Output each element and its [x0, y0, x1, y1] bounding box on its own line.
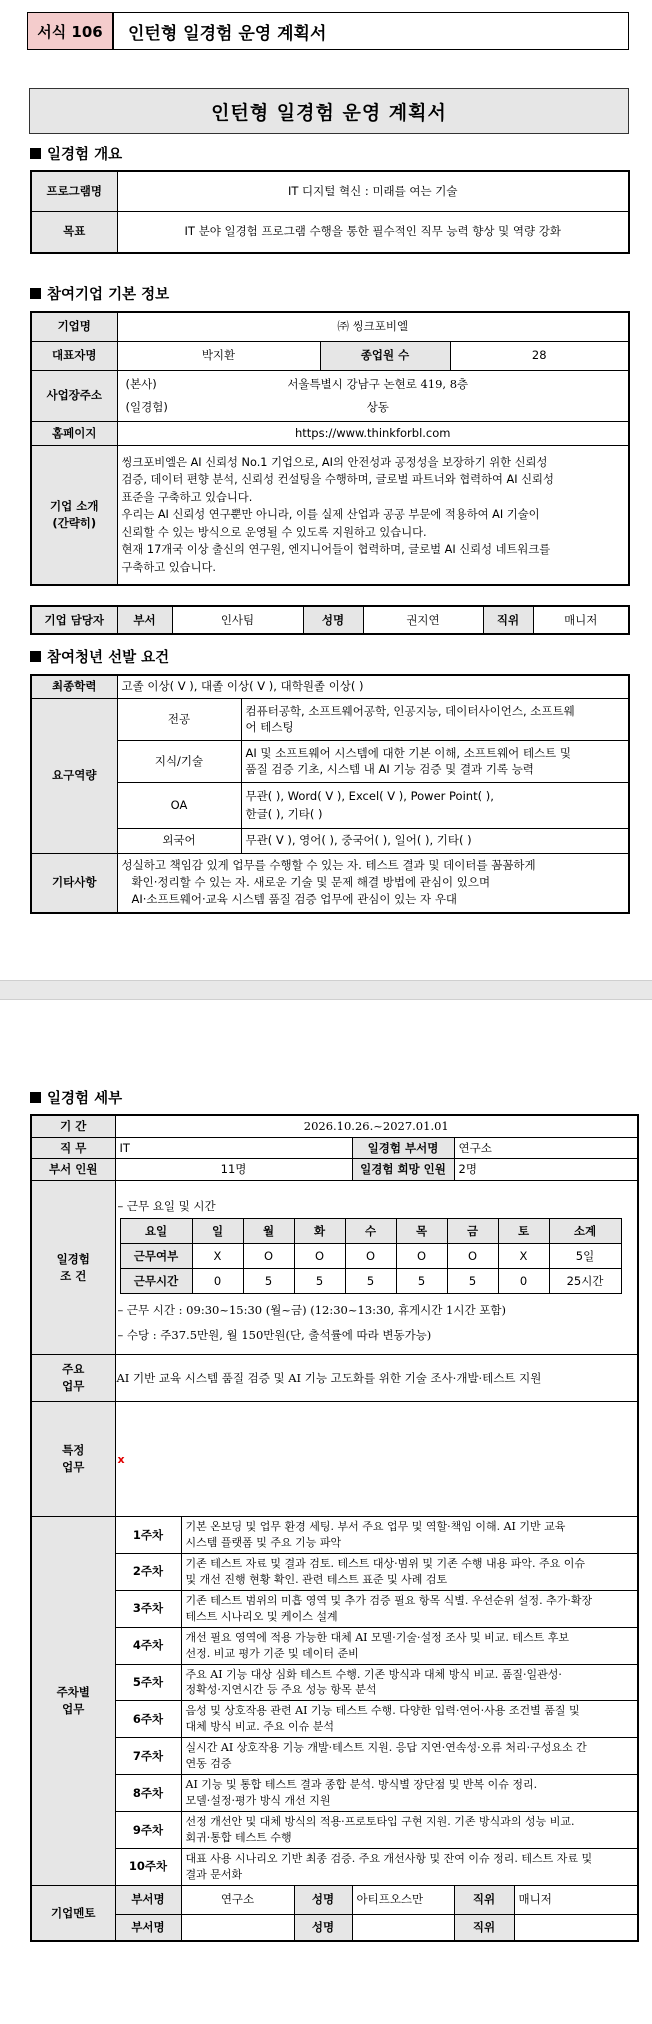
- condition-cell: [115, 1181, 638, 1355]
- etc-label: 기타사항: [31, 853, 117, 913]
- mentor-position-label: 직위: [454, 1914, 514, 1941]
- job-value: IT: [115, 1137, 352, 1159]
- staff-value: 11명: [115, 1159, 352, 1181]
- week-task-line: 테스트 시나리오 및 케이스 설계: [185, 1609, 338, 1623]
- mentor-dept-value: [181, 1914, 294, 1941]
- hours-note: – 근무 시간 : 09:30~15:30 (월~금) (12:30~13:30, 휴게시간 1시간 포함): [117, 1303, 506, 1318]
- week-label: 5주차: [115, 1664, 181, 1701]
- period-value: 2026.10.26.~2027.01.01: [115, 1115, 638, 1137]
- week-label: 7주차: [115, 1738, 181, 1775]
- mentor-dept-label: 부서명: [115, 1885, 181, 1914]
- week-task-line: 주요 AI 기능 대상 심화 테스트 수행. 기존 방식과 대체 방식 비교. 품질·일관성·: [185, 1667, 562, 1681]
- employees-label: 종업원 수: [320, 341, 450, 370]
- schedule-header: 화: [294, 1219, 345, 1244]
- week-task-line: 시스템 플랫폼 및 주요 기능 파악: [185, 1535, 342, 1549]
- oa-line: 무관( ), Word( V ), Excel( V ), Power Point( ),: [245, 788, 494, 803]
- schedule-row-label: 근무여부: [120, 1244, 192, 1269]
- intro-line: 검증, 데이터 편향 분석, 신뢰성 컨설팅을 수행하며, 글로벌 파트너와 협력하여 AI 신뢰성: [121, 473, 554, 486]
- manager-position-label: 직위: [483, 606, 533, 634]
- schedule-cell: 5: [243, 1269, 294, 1294]
- schedule-row-label: 근무시간: [120, 1269, 192, 1294]
- schedule-cell: O: [345, 1244, 396, 1269]
- section-overview-heading: [30, 143, 122, 164]
- goal-value: IT 분야 일경험 프로그램 수행을 통한 필수적인 직무 능력 향상 및 역량 강화: [117, 211, 629, 253]
- mentor-position-label: 직위: [454, 1885, 514, 1914]
- manager-table: [30, 605, 630, 635]
- mentor-dept-label: 부서명: [115, 1914, 181, 1941]
- language-value: 무관( V ), 영어( ), 중국어( ), 일어( ), 기타( ): [241, 828, 629, 853]
- week-task: [181, 1701, 638, 1738]
- week-task-line: 정확성·지연시간 등 주요 성능 항목 분석: [185, 1683, 377, 1697]
- schedule-cell: O: [294, 1244, 345, 1269]
- week-label: 8주차: [115, 1775, 181, 1812]
- hope-label: 일경험 희망 인원: [352, 1159, 454, 1181]
- ceo-label: 대표자명: [31, 341, 117, 370]
- intro-label-cell: [31, 445, 117, 585]
- mentor-position-value: 매니저: [514, 1885, 638, 1914]
- form-header: [27, 12, 629, 50]
- week-label: 1주차: [115, 1517, 181, 1554]
- mentor-name-label: 성명: [294, 1914, 352, 1941]
- major-line: 컴퓨터공학, 소프트웨어공학, 인공지능, 데이터사이언스, 소프트웨: [245, 703, 575, 718]
- week-task: [181, 1627, 638, 1664]
- ceo-value: 박지환: [117, 341, 320, 370]
- oa-label: OA: [117, 782, 241, 828]
- capability-label: 요구역량: [31, 698, 117, 853]
- section-requirements-heading: [30, 646, 169, 667]
- form-name: 인턴형 일경험 운영 계획서: [128, 23, 327, 44]
- week-task-line: 음성 및 상호작용 관련 AI 기능 테스트 수행. 다양한 입력·연어·사용 조건별 품질 및: [185, 1704, 580, 1718]
- staff-label: 부서 인원: [31, 1159, 115, 1181]
- week-label: 3주차: [115, 1590, 181, 1627]
- week-label: 4주차: [115, 1627, 181, 1664]
- week-task-line: 실시간 AI 상호작용 기능 개발·테스트 지원. 응답 지연·연속성·오류 처리·구성요소 간: [185, 1741, 587, 1755]
- manager-name-value: 권지연: [363, 606, 483, 634]
- schedule-header: 요일: [120, 1219, 192, 1244]
- homepage-link[interactable]: https://www.thinkforbl.com: [117, 421, 629, 445]
- intro-line: 구축하고 있습니다.: [121, 560, 216, 574]
- section-title: 일경험 개요: [47, 147, 123, 163]
- overview-table: [30, 170, 630, 254]
- special-task-value: [115, 1402, 638, 1517]
- document-title: 인턴형 일경험 운영 계획서: [29, 88, 629, 134]
- intro-line: 현재 17개국 이상 출신의 연구원, 엔지니어들이 협력하며, 글로벌 AI 신뢰성 네트워크를: [121, 543, 551, 556]
- intro-line: 표준을 구축하고 있습니다.: [121, 490, 253, 504]
- form-page-2: [0, 1000, 652, 2024]
- week-label: 6주차: [115, 1701, 181, 1738]
- week-task-line: 대체 방식 비교. 주요 이슈 분석: [185, 1720, 334, 1734]
- page-separator: [0, 980, 652, 1000]
- week-task-line: 기존 테스트 범위의 미흡 영역 및 추가 검증 필요 항목 식별. 우선순위 설정. 추가·확장: [185, 1593, 593, 1607]
- section-company-heading: [30, 283, 169, 304]
- period-label: 기 간: [31, 1115, 115, 1137]
- goal-label: 목표: [31, 211, 117, 253]
- schedule-cell: 0: [192, 1269, 243, 1294]
- week-label: 10주차: [115, 1848, 181, 1885]
- main-task-value: AI 기반 교육 시스템 품질 검증 및 AI 기능 고도화를 위한 기술 조사·개발·테스트 지원: [115, 1355, 638, 1402]
- week-task-line: 및 개선 진행 현황 확인. 관련 테스트 표준 및 사례 검토: [185, 1572, 448, 1586]
- schedule-cell: O: [396, 1244, 447, 1269]
- hq-label: (본사): [125, 376, 157, 391]
- week-task-line: 모델·설정·평가 방식 개선 지원: [185, 1794, 331, 1808]
- requirements-table: [30, 674, 630, 914]
- program-value: IT 디지털 혁신 : 미래를 여는 기술: [117, 171, 629, 211]
- special-task-label: [31, 1402, 115, 1517]
- square-bullet-icon: [30, 651, 41, 662]
- schedule-header: 목: [396, 1219, 447, 1244]
- employees-value: 28: [450, 341, 629, 370]
- schedule-cell: O: [447, 1244, 498, 1269]
- week-task: [181, 1738, 638, 1775]
- schedule-cell: 5: [294, 1269, 345, 1294]
- week-task: [181, 1812, 638, 1849]
- schedule-cell: 25시간: [549, 1269, 621, 1294]
- mentor-name-label: 성명: [294, 1885, 352, 1914]
- manager-name-label: 성명: [303, 606, 363, 634]
- manager-position-value: 매니저: [533, 606, 629, 634]
- intro-line: 우리는 AI 신뢰성 연구뿐만 아니라, 이를 실제 산업과 공공 부문에 적용하여 AI 기술이: [121, 508, 540, 521]
- week-task-line: 기본 온보딩 및 업무 환경 세팅. 부서 주요 업무 및 역할·책임 이해. AI 기반 교육: [185, 1520, 566, 1534]
- dept-name-label: 일경험 부서명: [352, 1137, 454, 1159]
- schedule-header: 일: [192, 1219, 243, 1244]
- intro-label: 기업 소개: [50, 499, 99, 514]
- schedule-header: 수: [345, 1219, 396, 1244]
- week-task-line: 대표 사용 시나리오 기반 최종 검증. 주요 개선사항 및 잔여 이슈 정리. 테스트 자료 및: [185, 1851, 593, 1865]
- manager-label: 기업 담당자: [31, 606, 117, 634]
- condition-label-line: 조 건: [60, 1268, 87, 1283]
- schedule-cell: 5: [447, 1269, 498, 1294]
- week-label: 2주차: [115, 1553, 181, 1590]
- etc-line: 확인·정리할 수 있는 자. 새로운 기술 및 문제 해결 방법에 관심이 있으며: [131, 875, 491, 890]
- mentor-position-value: [514, 1914, 638, 1941]
- skill-line: 품질 검증 기초, 시스템 내 AI 기능 검증 및 결과 기록 능력: [245, 762, 534, 776]
- oa-line: 한글( ), 기타( ): [245, 807, 323, 821]
- main-task-label: [31, 1355, 115, 1402]
- schedule-header: 소계: [549, 1219, 621, 1244]
- square-bullet-icon: [30, 148, 41, 159]
- weekly-tasks-label-line: 주차별: [56, 1685, 90, 1700]
- special-task-mark: x: [117, 1452, 125, 1466]
- week-label: 9주차: [115, 1812, 181, 1849]
- weekly-tasks-label-line: 업무: [62, 1701, 85, 1716]
- square-bullet-icon: [30, 1092, 41, 1103]
- mentor-name-value: 아티프오스만: [352, 1885, 454, 1914]
- intro-line: 씽크포비엘은 AI 신뢰성 No.1 기업으로, AI의 안전성과 공정성을 보장하기 위한 신뢰성: [121, 455, 548, 469]
- week-task-line: 회귀·통합 테스트 수행: [185, 1830, 292, 1844]
- work-address-label: (일경험): [125, 399, 168, 414]
- manager-dept-value: 인사팀: [172, 606, 303, 634]
- manager-dept-label: 부서: [117, 606, 172, 634]
- major-value: [241, 698, 629, 740]
- education-label: 최종학력: [31, 675, 117, 698]
- section-details-heading: [30, 1087, 122, 1108]
- schedule-caption: – 근무 요일 및 시간: [117, 1198, 216, 1213]
- schedule-cell: X: [192, 1244, 243, 1269]
- week-task-line: 결과 문서화: [185, 1867, 243, 1881]
- program-label: 프로그램명: [31, 171, 117, 211]
- etc-line: AI·소프트웨어·교육 시스템 품질 검증 업무에 관심이 있는 자 우대: [131, 892, 458, 907]
- special-task-label-line: 업무: [62, 1460, 85, 1475]
- week-task-line: 개선 필요 영역에 적용 가능한 대체 AI 모델·기술·설정 조사 및 비교. 테스트 후보: [185, 1630, 570, 1644]
- schedule-cell: O: [243, 1244, 294, 1269]
- mentor-name-value: [352, 1914, 454, 1941]
- main-task-label-line: 주요: [62, 1362, 85, 1377]
- condition-label: [31, 1181, 115, 1355]
- week-task-line: 연동 검증: [185, 1757, 232, 1771]
- mentor-dept-value: 연구소: [181, 1885, 294, 1914]
- address-cell: [117, 370, 629, 421]
- etc-line: 성실하고 책임감 있게 업무를 수행할 수 있는 자. 테스트 결과 및 데이터를 꼼꼼하게: [121, 857, 536, 872]
- intro-line: 신뢰할 수 있는 방식으로 운영될 수 있도록 지원하고 있습니다.: [121, 525, 427, 539]
- week-task-line: 기존 테스트 자료 및 결과 검토. 테스트 대상·범위 및 기존 수행 내용 파악. 주요 이슈: [185, 1556, 585, 1570]
- company-name-label: 기업명: [31, 312, 117, 341]
- address-label: 사업장주소: [31, 370, 117, 421]
- pay-note: – 수당 : 주37.5만원, 월 150만원(단, 출석률에 따라 변동가능): [117, 1327, 432, 1342]
- special-task-label-line: 특정: [62, 1443, 85, 1458]
- form-code: 서식 106: [28, 13, 114, 49]
- schedule-cell: 5: [396, 1269, 447, 1294]
- dept-name-value: 연구소: [454, 1137, 638, 1159]
- language-label: 외국어: [117, 828, 241, 853]
- week-task: [181, 1517, 638, 1554]
- week-task: [181, 1848, 638, 1885]
- schedule-header: 월: [243, 1219, 294, 1244]
- major-line: 어 테스팅: [245, 720, 294, 734]
- section-title: 일경험 세부: [47, 1091, 123, 1107]
- schedule-cell: 5일: [549, 1244, 621, 1269]
- etc-value: [117, 853, 629, 913]
- week-task: [181, 1553, 638, 1590]
- week-task: [181, 1590, 638, 1627]
- schedule-table: [120, 1218, 622, 1294]
- week-task-line: AI 기능 및 통합 테스트 결과 종합 분석. 방식별 장단점 및 반복 이슈 정리.: [185, 1778, 538, 1792]
- schedule-header: 금: [447, 1219, 498, 1244]
- skill-value: [241, 740, 629, 782]
- weekly-tasks-label: [31, 1517, 115, 1886]
- section-title: 참여청년 선발 요건: [47, 650, 170, 666]
- company-table: [30, 311, 630, 586]
- schedule-cell: 5: [345, 1269, 396, 1294]
- job-label: 직 무: [31, 1137, 115, 1159]
- week-task: [181, 1775, 638, 1812]
- main-task-label-line: 업무: [62, 1379, 85, 1394]
- schedule-cell: X: [498, 1244, 549, 1269]
- oa-value: [241, 782, 629, 828]
- work-address-value: 상동: [366, 399, 389, 414]
- week-task-line: 선정 개선안 및 대체 방식의 적용·프로토타입 구현 지원. 기존 방식과의 성능 비교.: [185, 1815, 575, 1829]
- mentor-label: 기업멘토: [31, 1885, 115, 1941]
- hq-value: 서울특별시 강남구 논현로 419, 8층: [287, 376, 469, 391]
- intro-sub-label: (간략히): [52, 515, 97, 530]
- week-task: [181, 1664, 638, 1701]
- skill-line: AI 및 소프트웨어 시스템에 대한 기본 이해, 소프트웨어 테스트 및: [245, 745, 572, 760]
- week-task-line: 선정. 비교 평가 기준 및 데이터 준비: [185, 1646, 359, 1660]
- schedule-header: 토: [498, 1219, 549, 1244]
- schedule-cell: 0: [498, 1269, 549, 1294]
- major-label: 전공: [117, 698, 241, 740]
- company-name-value: ㈜ 씽크포비엘: [117, 312, 629, 341]
- company-intro: [117, 445, 629, 585]
- homepage-label: 홈페이지: [31, 421, 117, 445]
- education-value: 고졸 이상( V ), 대졸 이상( V ), 대학원졸 이상( ): [117, 675, 629, 698]
- condition-label-line: 일경험: [56, 1251, 90, 1266]
- form-page-1: [0, 0, 652, 980]
- skill-label: 지식/기술: [117, 740, 241, 782]
- section-title: 참여기업 기본 정보: [47, 287, 170, 303]
- hope-value: 2명: [454, 1159, 638, 1181]
- square-bullet-icon: [30, 288, 41, 299]
- details-table: [30, 1114, 639, 1942]
